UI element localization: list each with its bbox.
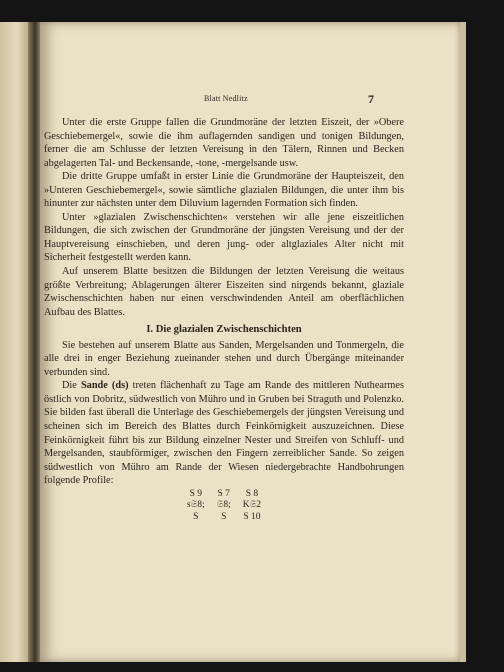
sande-lead: Die xyxy=(62,380,81,392)
profile-table xyxy=(169,489,279,524)
paragraph-sande xyxy=(44,379,404,487)
page-body xyxy=(44,116,404,523)
profile-row xyxy=(181,512,267,524)
profile-row xyxy=(181,500,267,512)
profile-cell: S 7 xyxy=(217,488,230,499)
profile-cell: S 9 xyxy=(189,488,203,499)
page-number: 7 xyxy=(368,92,374,106)
profile-row xyxy=(181,489,267,501)
left-page-edge xyxy=(0,22,28,662)
paragraph: Unter »glazialen Zwischenschichten« verstehen wir alle jene eiszeitlichen Bildungen, die sich zwischen der Grundmoräne der jüngsten Vereisung und der der Hauptvereisung einschieben, und deren jung- oder altglaziales Alter nicht mit Sicherheit festgestellt werden kann. xyxy=(44,211,404,264)
profile-cell: S 8 xyxy=(245,488,259,499)
profile-cell: S xyxy=(221,511,227,522)
profile-cell: s𝔖8; xyxy=(186,500,205,511)
section-heading: I. Die glazialen Zwischenschichten xyxy=(146,324,302,336)
paragraph: Die dritte Gruppe umfaßt in erster Linie die Grundmoräne der Haupteiszeit, den »Unteren Geschiebemergel«, sowie sämtliche glazialen Bildungen, die unter ihm bis hinunter zur nächsten unter dem Diluvium lagernden Formation sich finden. xyxy=(44,171,404,210)
profile-cell: K𝔖2 xyxy=(242,500,262,511)
profile-cell: S 10 xyxy=(243,511,261,522)
paragraph: Auf unserem Blatte besitzen die Bildungen der letzten Vereisung die weitaus größte Verbreitung; Ablagerungen älterer Eiszeiten sind nirgends bekannt, glaziale Zwischenschichten haben nur einen verschwindenden Anteil am oberflächlichen Aufbau des Blattes. xyxy=(44,266,404,318)
page-right-edge xyxy=(460,22,466,662)
running-title: Blatt Nedlitz xyxy=(204,94,248,103)
paragraph: Unter die erste Gruppe fallen die Grundmoräne der letzten Eiszeit, der »Obere Geschiebemergel«, sowie die ihm auflagernden sandigen und tonigen Bildungen, ferner die am Schlusse der letzten Vereisung in den Tälern, Rinnen und Becken abgelagerten Tal- und Beckensande, -tone, -mergelsande usw. xyxy=(44,117,404,169)
profile-cell: S xyxy=(193,511,199,522)
sande-text: treten flächenhaft zu Tage am Rande des mittleren Nuthearmes östlich von Dobritz, südwestlich von Mühro und in Gruben bei Straguth und Polenzko. Sie bilden fast überall die Unterlage des Geschiebemergels der jüngsten Vereisung und scheinen sich im Bereich des Blattes durch Feinkörnigkeit auszuzeichnen. Diese Feinkörnigkeit führt bis zur Bildung einzelner Nester und Streifen von Schluff- und Mergelsanden, staubförmiger, zwischen den Fingern zerreiblicher Sande. So zeigen südwestlich von Mühro am Rande der Wiesen niedergebrachte Handbohrungen folgende Profile: xyxy=(44,380,404,487)
paragraph: Sie bestehen auf unserem Blatte aus Sanden, Mergelsanden und Tonmergeln, die alle drei in enger Beziehung zueinander stehen und durch Übergänge miteinander verbunden sind. xyxy=(44,339,404,378)
page-header xyxy=(72,94,374,108)
sande-term: Sande (ds) xyxy=(80,380,129,392)
profile-cell: 𝔖8; xyxy=(216,500,231,511)
